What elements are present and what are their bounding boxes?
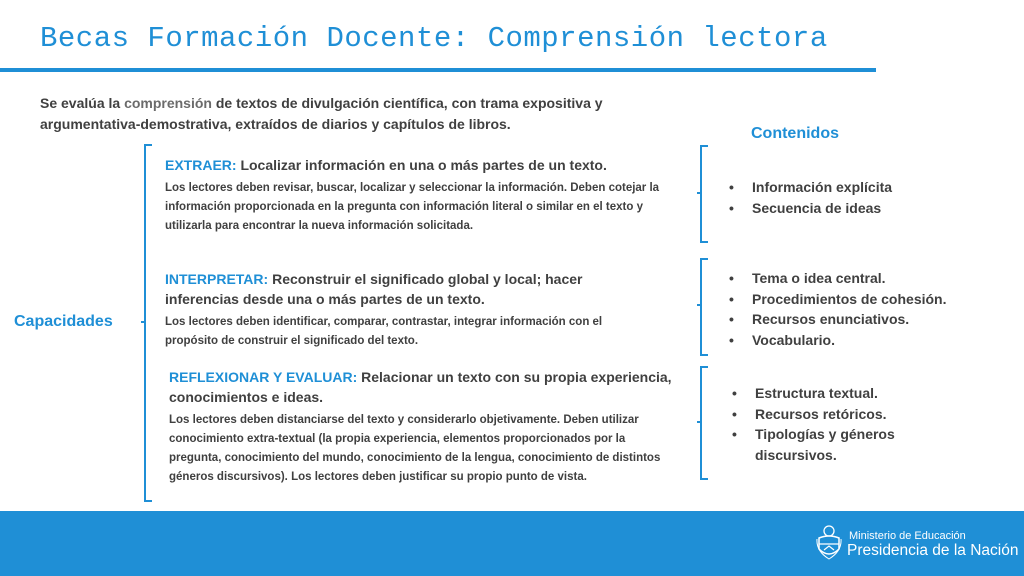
capacidad-reflexionar [169, 367, 674, 487]
capacidad-description: Los lectores deben identificar, comparar, contrastar, integrar información con el propósito de construir el significado del texto. [165, 316, 603, 347]
capacidad-heading [169, 367, 674, 407]
presidency-label: Presidencia de la Nación [847, 542, 1019, 559]
contenidos-bracket-tick [697, 421, 701, 423]
slide-title: Becas Formación Docente: Comprensión lectora [40, 22, 828, 55]
capacidades-bracket-tick [141, 321, 145, 323]
contenidos-bracket-tick [697, 304, 701, 306]
contenidos-bracket-1 [700, 145, 708, 243]
coat-of-arms-icon [816, 525, 842, 561]
intro-keyword: comprensión [124, 95, 212, 111]
list-item: • Procedimientos de cohesión. [727, 289, 987, 310]
capacidad-heading [165, 155, 675, 175]
capacidad-description: Los lectores deben revisar, buscar, localizar y seleccionar la información. Deben cotejar la información proporcionada en la pregunta con información literal o similar en el texto y utilizarla para encontrar la nueva información solicitada. [165, 182, 660, 232]
capacidad-heading [165, 269, 655, 309]
list-item: • Tipologías y géneros discursivos. [730, 424, 930, 465]
list-item: • Vocabulario. [727, 330, 987, 351]
list-item: • Información explícita [727, 177, 967, 198]
capacidades-label: Capacidades [14, 313, 113, 330]
capacidad-keyword: EXTRAER: [165, 157, 237, 173]
capacidad-keyword: INTERPRETAR: [165, 271, 269, 287]
contenidos-bracket-3 [700, 366, 708, 480]
contenidos-list-2 [727, 268, 987, 350]
list-item: • Recursos enunciativos. [727, 309, 987, 330]
contenidos-list-3 [730, 383, 930, 465]
contenidos-bracket-2 [700, 258, 708, 356]
capacidad-interpretar [165, 269, 655, 351]
contenidos-bracket-tick [697, 192, 701, 194]
capacidad-extraer [165, 155, 675, 236]
capacidad-description: Los lectores deben distanciarse del texto y considerarlo objetivamente. Deben utilizar conocimiento extra-textual (la propia experiencia, elementos proporcionados por la pregunta, conocimiento del mundo, conocimiento de la lengua, conocimiento de distintos géneros discursivos). Los lectores deben justificar su propio punto de vista. [169, 414, 661, 483]
intro-paragraph [40, 93, 700, 135]
contenidos-list-1 [727, 177, 967, 218]
contenidos-label: Contenidos [751, 125, 839, 142]
intro-rest: de textos de divulgación científica, con trama expositiva y argumentativa-demostrativa, extraídos de diarios y capítulos de libros. [40, 95, 603, 132]
capacidad-heading-text: Localizar información en una o más partes de un texto. [236, 157, 607, 173]
list-item: • Tema o idea central. [727, 268, 987, 289]
ministry-label: Ministerio de Educación [849, 530, 966, 542]
capacidad-heading-text: Reconstruir el significado global y local; hacer inferencias desde una o más partes de un texto. [165, 271, 583, 307]
intro-prefix: Se evalúa la [40, 95, 125, 111]
list-item: • Recursos retóricos. [730, 404, 930, 425]
capacidad-keyword: REFLEXIONAR Y EVALUAR: [169, 369, 358, 385]
list-item: • Secuencia de ideas [727, 198, 967, 219]
capacidad-heading-text: Relacionar un texto con su propia experiencia, conocimientos e ideas. [169, 369, 672, 405]
capacidades-bracket [144, 144, 152, 502]
list-item: • Estructura textual. [730, 383, 930, 404]
title-underline [0, 68, 876, 72]
